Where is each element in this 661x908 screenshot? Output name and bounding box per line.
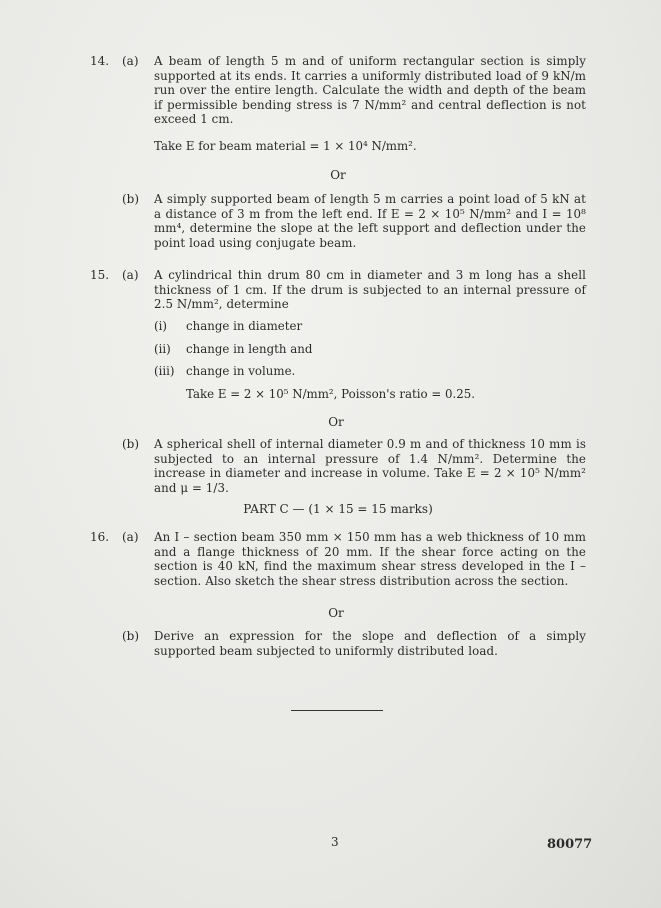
question-14a-label: (a)	[122, 54, 139, 68]
question-15a-item-text: change in volume.	[186, 364, 296, 378]
question-16a-text: An I – section beam 350 mm × 150 mm has a web thickness of 10 mm and a flange thickness of 20 mm. If the shear force acting on the section is 40 kN, find the maximum shear stress developed in the I – section. Also sketch the shear stress distribution across the section.	[154, 530, 586, 588]
question-15a-item-text: change in diameter	[186, 319, 303, 333]
question-15-or: Or	[328, 415, 344, 429]
question-14a-text: A beam of length 5 m and of uniform rectangular section is simply supported at its ends. It carries a uniformly distributed load of 9 kN/m run over the entire length. Calculate the width and depth of the beam if permissible bending stress is 7 N/mm² and central deflection is not exceed 1 cm.	[154, 54, 586, 127]
part-c-heading: PART C — (1 × 15 = 15 marks)	[243, 502, 433, 516]
question-15a-item-roman: (ii)	[154, 342, 171, 356]
question-15b-label: (b)	[122, 437, 140, 451]
question-15a-label: (a)	[122, 268, 139, 282]
question-14b-label: (b)	[122, 192, 140, 206]
question-15a-text: A cylindrical thin drum 80 cm in diameter and 3 m long has a shell thickness of 1 cm. If the drum is subjected to an internal pressure of 2.5 N/mm², determine	[154, 268, 586, 312]
question-15b-text: A spherical shell of internal diameter 0.9 m and of thickness 10 mm is subjected to an internal pressure of 1.4 N/mm². Determine the increase in diameter and increase in volume. Take E = 2 × 10⁵ N/mm² and μ = 1/3.	[154, 437, 586, 495]
question-15a-item-text: change in length and	[186, 342, 313, 356]
question-14a-take-note: Take E for beam material = 1 × 10⁴ N/mm².	[154, 139, 417, 153]
question-14b-text: A simply supported beam of length 5 m carries a point load of 5 kN at a distance of 3 m from the left end. If E = 2 × 10⁵ N/mm² and I = 10⁸ mm⁴, determine the slope at the left support and deflection under the point load using conjugate beam.	[154, 192, 586, 250]
question-14-or: Or	[330, 168, 346, 182]
question-15a-item-roman: (i)	[154, 319, 167, 333]
paper-code: 80077	[547, 837, 593, 852]
question-16b-text: Derive an expression for the slope and deflection of a simply supported beam subjected to uniformly distributed load.	[154, 629, 586, 658]
question-15-number: 15.	[90, 268, 110, 282]
question-15a-item-roman: (iii)	[154, 364, 175, 378]
question-14-number: 14.	[90, 54, 110, 68]
question-16a-label: (a)	[122, 530, 139, 544]
page-number: 3	[331, 835, 339, 849]
question-16-or: Or	[328, 606, 344, 620]
end-divider	[291, 710, 383, 711]
question-16b-label: (b)	[122, 629, 140, 643]
question-15a-take-note: Take E = 2 × 10⁵ N/mm², Poisson's ratio = 0.25.	[186, 387, 476, 401]
question-16-number: 16.	[90, 530, 110, 544]
